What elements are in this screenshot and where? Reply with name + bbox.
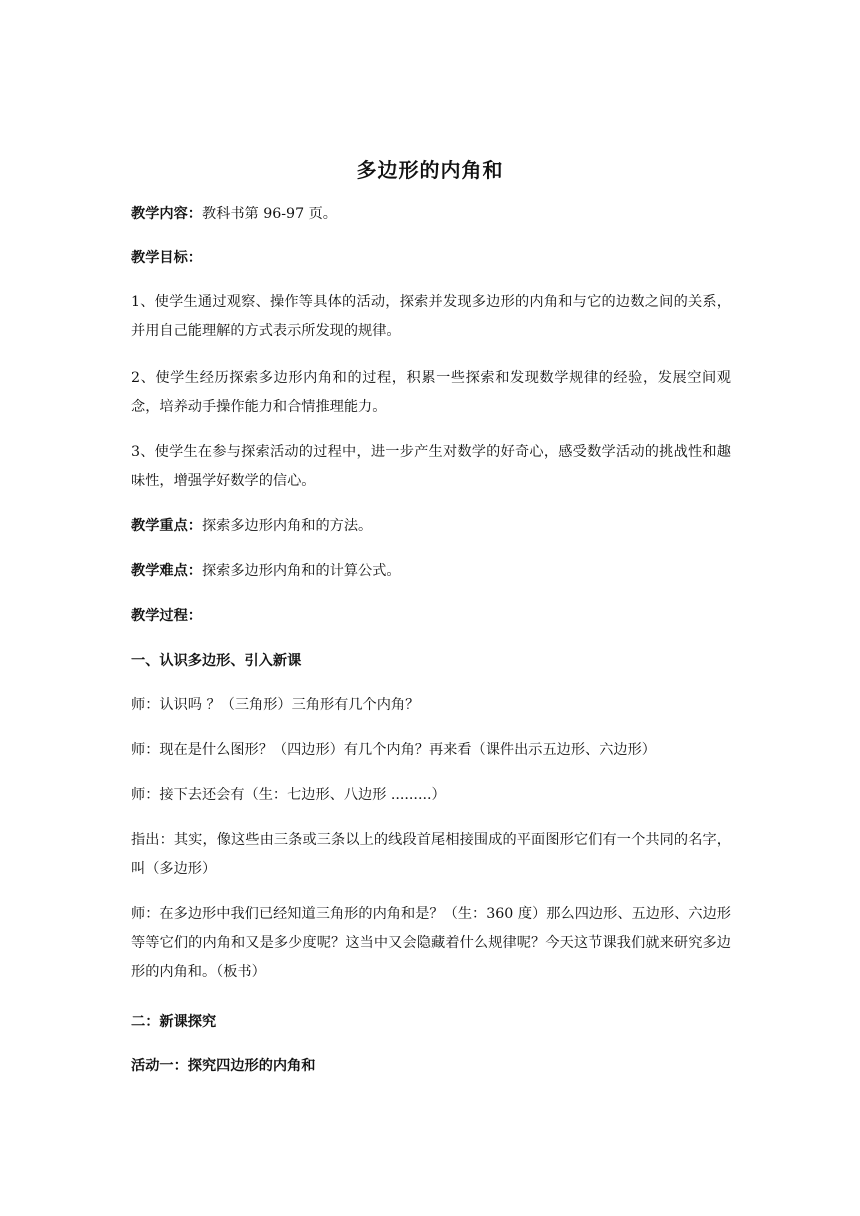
objectives-heading: 教学目标： <box>131 250 202 266</box>
process-heading: 教学过程： <box>131 608 202 624</box>
difficulty-paragraph <box>131 557 731 586</box>
objective-2-paragraph: 2、使学生经历探索多边形内角和的过程，积累一些探索和发现数学规律的经验，发展空间观念，培养动手操作能力和合情推理能力。 <box>131 370 731 415</box>
activity-1-heading: 活动一：探究四边形的内角和 <box>131 1058 316 1074</box>
dialogue-line-5: 师：在多边形中我们已经知道三角形的内角和是？（生：360 度）那么四边形、五边形、六边形等等它们的内角和又是多少度呢？这当中又会隐藏着什么规律呢？今天这节课我们就来研究多边形的内角和。（板书） <box>131 906 731 980</box>
section-1-heading: 一、认识多边形、引入新课 <box>131 653 302 669</box>
teaching-content-paragraph <box>131 200 731 229</box>
teaching-content-label: 教学内容： <box>131 206 202 222</box>
objective-3-paragraph: 3、使学生在参与探索活动的过程中，进一步产生对数学的好奇心，感受数学活动的挑战性和趣味性，增强学好数学的信心。 <box>131 444 731 489</box>
section-2-heading: 二：新课探究 <box>131 1014 217 1030</box>
key-point-label: 教学重点： <box>131 518 202 534</box>
difficulty-text: 探索多边形内角和的计算公式。 <box>201 563 401 579</box>
dialogue-line-3: 师：接下去还会有（生：七边形、八边形 .........） <box>131 787 446 803</box>
dialogue-line-2: 师：现在是什么图形？（四边形）有几个内角？再来看（课件出示五边形、六边形） <box>131 742 656 758</box>
teaching-content-text: 教科书第 96-97 页。 <box>201 206 337 222</box>
objective-1-paragraph: 1、使学生通过观察、操作等具体的活动，探索并发现多边形的内角和与它的边数之间的关系，并用自己能理解的方式表示所发现的规律。 <box>131 294 731 339</box>
dialogue-line-4: 指出：其实，像这些由三条或三条以上的线段首尾相接围成的平面图形它们有一个共同的名字，叫（多边形） <box>131 832 731 877</box>
key-point-paragraph <box>131 512 731 541</box>
difficulty-label: 教学难点： <box>131 563 202 579</box>
key-point-text: 探索多边形内角和的方法。 <box>201 518 373 534</box>
page-title: 多边形的内角和 <box>356 158 504 182</box>
dialogue-line-1: 师：认识吗 ？（三角形）三角形有几个内角？ <box>131 697 420 713</box>
